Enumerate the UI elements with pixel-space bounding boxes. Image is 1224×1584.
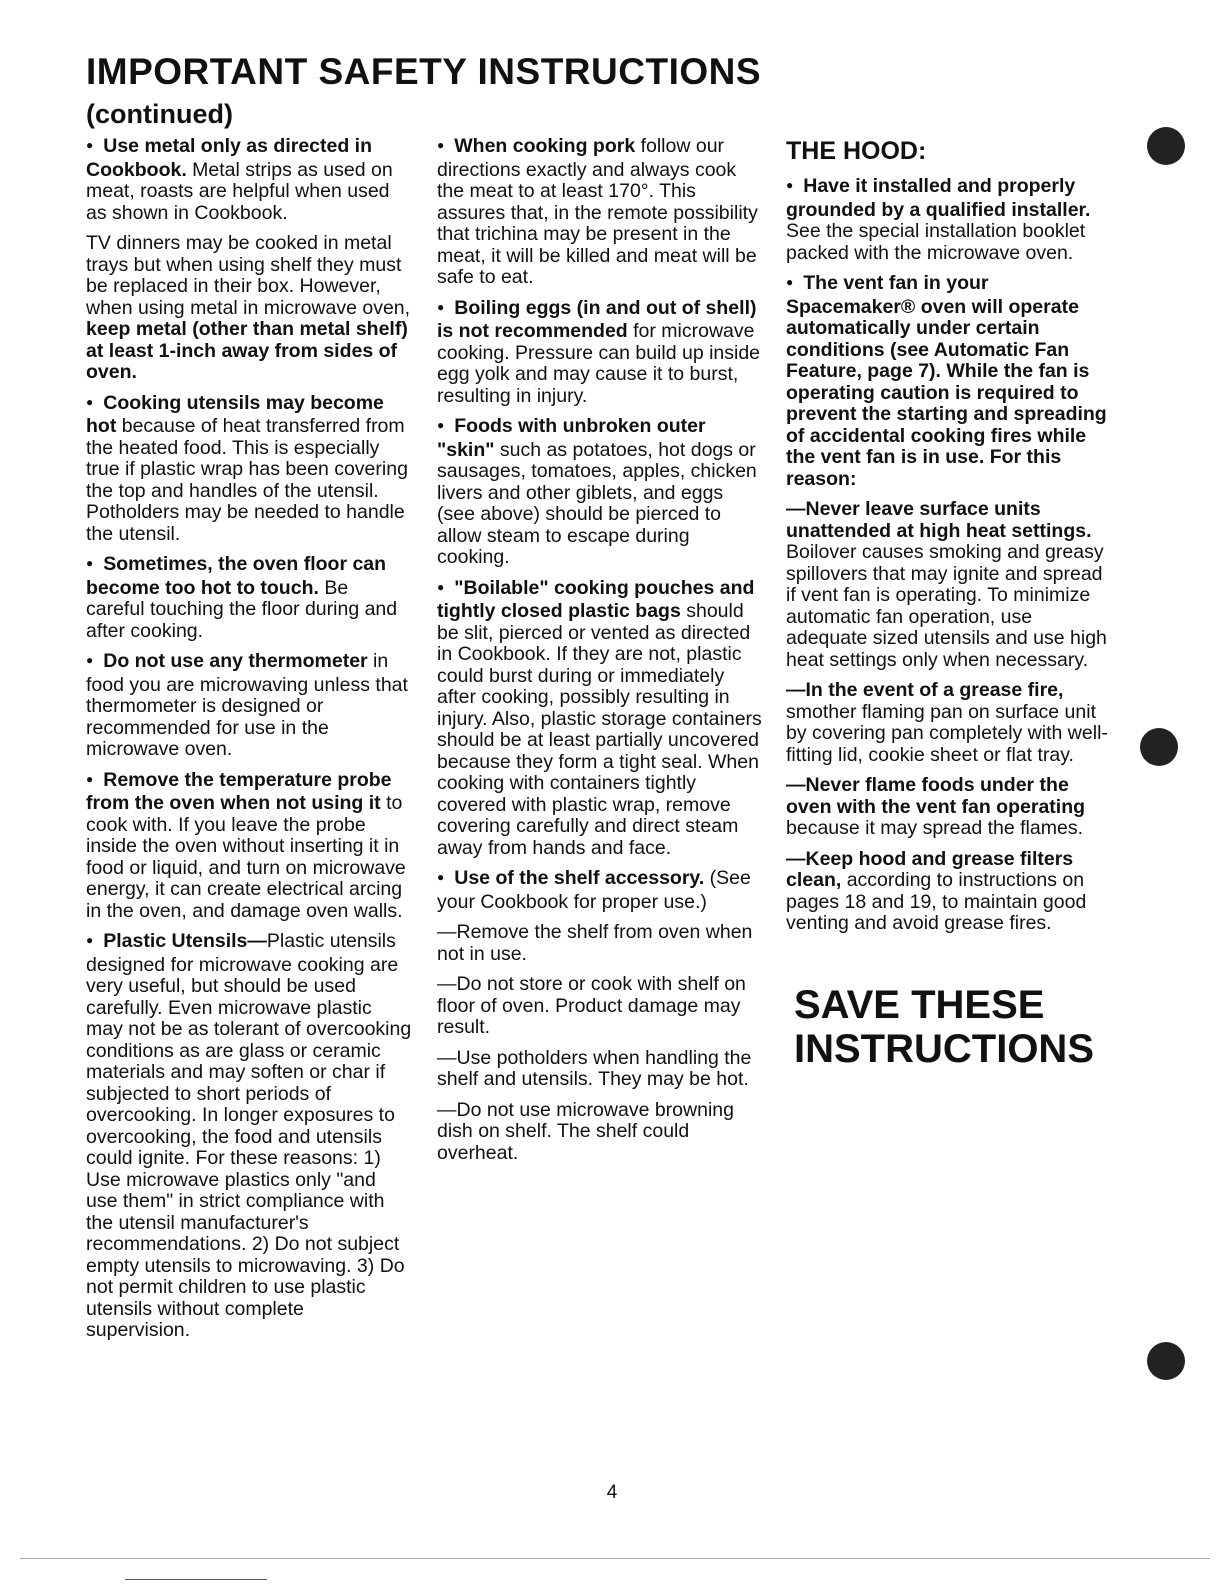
paragraph-surface-units: —Never leave surface units unattended at high heat settings. Boilover causes smoking and greasy spillovers that may ignite and spread if vent fan is operating. To minimize automatic fan operation, use adequate sized utensils and use high heat settings only when necessary. xyxy=(786,498,1107,671)
paragraph-plastic-utensils: ● Plastic Utensils—Plastic utensils designed for microwave cooking are very useful, but should be used carefully. Even microwave plastic may not be as tolerant of overcooking conditions as are glass or ceramic materials and may soften or char if subjected to short periods of overcooking. In longer exposures to overcooking, the food and utensils could ignite. For these reasons: 1) Use microwave plastics only "and use them" in strict compliance with the utensil manufacturer's recommendations. 2) Do not subject empty utensils to microwaving. 3) Do not permit children to use plastic utensils without complete supervision. xyxy=(86,931,412,1342)
hood-heading: THE HOOD: xyxy=(786,137,927,165)
paragraph-pork: ● When cooking pork follow our directions exactly and always cook the meat to at least 170°. This assures that, in the remote possibility that trichina may be present in the meat, it will be killed and meat will be safe to eat. xyxy=(437,136,762,289)
page-subtitle: (continued) xyxy=(86,99,233,129)
paragraph-probe: ● Remove the temperature probe from the oven when not using it to cook with. If you leave the probe inside the oven without inserting it in food or liquid, and turn on microwave energy, it can create electrical arcing in the oven, and damage oven walls. xyxy=(86,770,412,923)
page-number: 4 xyxy=(606,1482,618,1503)
save-line-2: INSTRUCTIONS xyxy=(794,1026,1094,1071)
paragraph-grease-fire: —In the event of a grease fire, smother flaming pan on surface unit by covering pan completely with well-fitting lid, cookie sheet or flat tray. xyxy=(786,679,1108,766)
column-middle xyxy=(437,136,762,1173)
paragraph-utensils-hot: ● Cooking utensils may become hot because of heat transferred from the heated food. This is especially true if plastic wrap has been covering the top and handles of the utensil. Potholders may be needed to handle the utensil. xyxy=(86,393,412,546)
page-title: IMPORTANT SAFETY INSTRUCTIONS xyxy=(86,51,762,92)
binder-hole-icon xyxy=(1147,1342,1185,1380)
paragraph-oven-floor: ● Sometimes, the oven floor can become too hot to touch. Be careful touching the floor during and after cooking. xyxy=(86,554,412,642)
column-left xyxy=(86,136,412,1351)
paragraph-metal: ● Use metal only as directed in Cookbook. Metal strips as used on meat, roasts are helpful when used as shown in Cookbook. xyxy=(86,136,412,224)
paragraph-shelf-accessory: ● Use of the shelf accessory. (See your Cookbook for proper use.) xyxy=(437,868,762,913)
binder-hole-icon xyxy=(1147,127,1185,165)
footer-rule-accent xyxy=(125,1579,267,1580)
footer-rule xyxy=(20,1558,1210,1559)
paragraph-shelf-browning: —Do not use microwave browning dish on shelf. The shelf could overheat. xyxy=(437,1098,734,1164)
paragraph-vent-fan: ● The vent fan in your Spacemaker® oven will operate automatically under certain conditions (see Automatic Fan Feature, page 7). While the fan is operating caution is required to prevent the starting and spreading of accidental cooking fires while the vent fan is in use. For this reason: xyxy=(786,273,1108,490)
paragraph-eggs: ● Boiling eggs (in and out of shell) is not recommended for microwave cooking. Pressure can build up inside egg yolk and may cause it to burst, resulting in injury. xyxy=(437,298,762,408)
paragraph-shelf-remove: —Remove the shelf from oven when not in use. xyxy=(437,921,753,965)
paragraph-filters-clean: —Keep hood and grease filters clean, according to instructions on pages 18 and 19, to maintain good venting and avoid grease fires. xyxy=(786,847,1087,934)
binder-hole-icon xyxy=(1140,728,1178,766)
paragraph-shelf-floor: —Do not store or cook with shelf on floor of oven. Product damage may result. xyxy=(437,973,746,1038)
paragraph-skin-foods: ● Foods with unbroken outer "skin" such as potatoes, hot dogs or sausages, tomatoes, apples, chicken livers and other giblets, and eggs (see above) should be pierced to allow steam to escape during cooking. xyxy=(437,416,762,569)
paragraph-thermometer: ● Do not use any thermometer in food you are microwaving unless that thermometer is designed or recommended for use in the microwave oven. xyxy=(86,651,412,761)
paragraph-installed: ● Have it installed and properly grounded by a qualified installer. See the special installation booklet packed with the microwave oven. xyxy=(786,176,1108,264)
paragraph-tv-dinners: TV dinners may be cooked in metal trays but when using shelf they must be replaced in their box. However, when using metal in microwave oven, keep metal (other than metal shelf) at least 1-inch away from sides of oven. xyxy=(86,232,411,383)
paragraph-boilable: ● "Boilable" cooking pouches and tightly closed plastic bags should be slit, pierced or vented as directed in Cookbook. If they are not, plastic could burst during or immediately after cooking, possibly resulting in injury. Also, plastic storage containers should be at least partially uncovered because they form a tight seal. When cooking with containers tightly covered with plastic wrap, remove covering carefully and direct steam away from hands and face. xyxy=(437,578,762,860)
save-line-1: SAVE THESE xyxy=(794,982,1045,1027)
column-right xyxy=(786,136,1108,1071)
paragraph-flame-foods: —Never flame foods under the oven with the vent fan operating because it may spread the flames. xyxy=(786,774,1086,839)
paragraph-shelf-potholders: —Use potholders when handling the shelf and utensils. They may be hot. xyxy=(437,1046,752,1090)
save-instructions-heading xyxy=(794,983,1108,1071)
